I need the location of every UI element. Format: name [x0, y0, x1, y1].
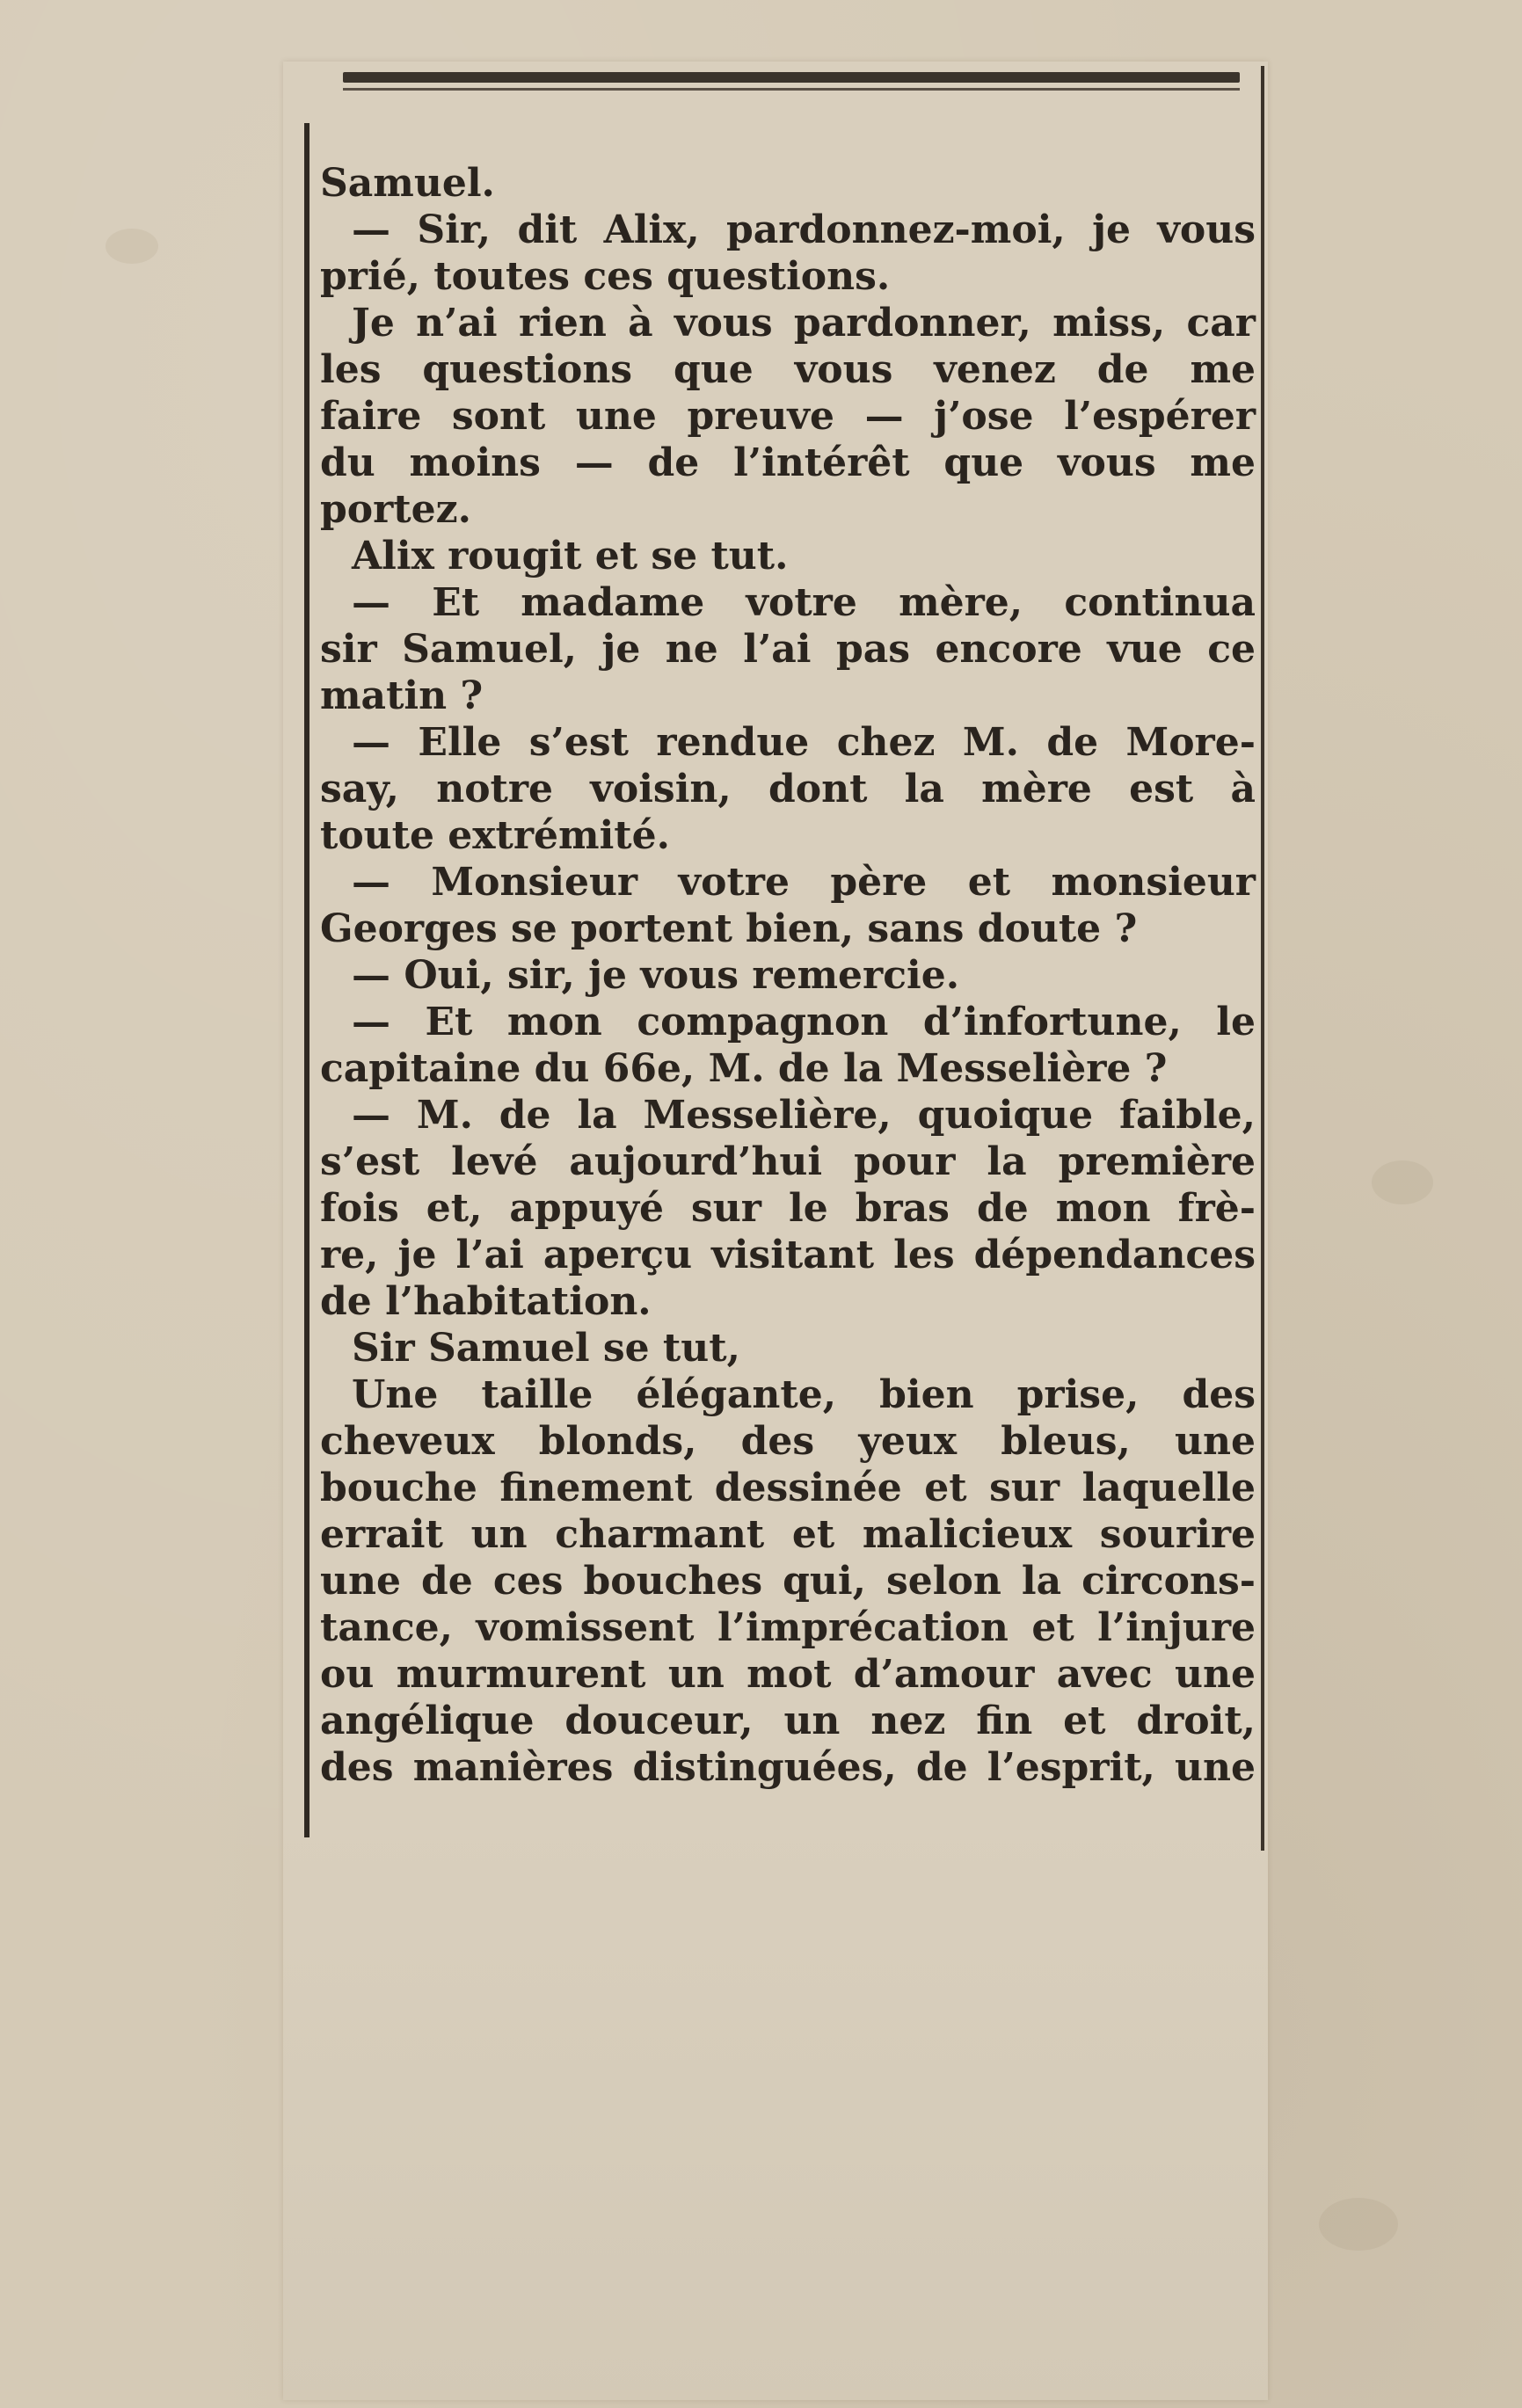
text-line: — M. de la Messelière, quoique faible,	[352, 1093, 1256, 1138]
text-line: toute extrémité.	[320, 813, 670, 858]
text-line: — Et madame votre mère, continua	[352, 580, 1256, 625]
column-right-rule	[1261, 66, 1264, 1851]
text-line: faire sont une preuve — j’ose l’espérer	[320, 394, 1256, 439]
text-line: ou murmurent un mot d’amour avec une	[320, 1652, 1256, 1697]
text-line: une de ces bouches qui, selon la circons-	[320, 1559, 1256, 1604]
text-line: de l’habitation.	[320, 1279, 652, 1324]
text-line: du moins — de l’intérêt que vous me	[320, 440, 1256, 485]
text-line: Samuel.	[320, 161, 495, 206]
text-line: say, notre voisin, dont la mère est à	[320, 767, 1256, 811]
text-line: Alix rougit et se tut.	[352, 534, 789, 578]
paper-stain	[1372, 1160, 1433, 1204]
column-left-rule	[304, 123, 309, 1837]
paper-stain	[1319, 2198, 1398, 2251]
text-line: angélique douceur, un nez fin et droit,	[320, 1699, 1256, 1743]
text-line: Georges se portent bien, sans doute ?	[320, 906, 1138, 951]
text-line: errait un charmant et malicieux sourire	[320, 1512, 1256, 1557]
text-line: Une taille élégante, bien prise, des	[352, 1372, 1256, 1417]
text-line: — Et mon compagnon d’infortune, le	[352, 1000, 1256, 1044]
newspaper-clipping	[283, 62, 1268, 2400]
text-line: bouche finement dessinée et sur laquelle	[320, 1466, 1256, 1510]
text-line: fois et, appuyé sur le bras de mon frè-	[320, 1186, 1256, 1231]
text-line: capitaine du 66e, M. de la Messelière ?	[320, 1046, 1168, 1091]
text-line: portez.	[320, 487, 471, 532]
text-line: — Oui, sir, je vous remercie.	[352, 953, 960, 998]
text-line: prié, toutes ces questions.	[320, 254, 891, 299]
text-line: re, je l’ai aperçu visitant les dépendances	[320, 1233, 1256, 1277]
text-line: — Elle s’est rendue chez M. de More-	[352, 720, 1256, 765]
paper-stain	[106, 229, 158, 264]
text-line: s’est levé aujourd’hui pour la première	[320, 1139, 1256, 1184]
text-line: Je n’ai rien à vous pardonner, miss, car	[352, 301, 1256, 346]
text-line: tance, vomissent l’imprécation et l’injure	[320, 1605, 1256, 1650]
top-rule	[343, 72, 1240, 83]
top-rule-thin	[343, 88, 1240, 91]
text-line: des manières distinguées, de l’esprit, une	[320, 1745, 1256, 1790]
text-line: — Monsieur votre père et monsieur	[352, 860, 1256, 905]
text-line: matin ?	[320, 673, 484, 718]
text-line: sir Samuel, je ne l’ai pas encore vue ce	[320, 627, 1256, 672]
text-line: — Sir, dit Alix, pardonnez-moi, je vous	[352, 207, 1256, 252]
article-text	[320, 160, 1256, 1791]
text-line: Sir Samuel se tut,	[352, 1326, 740, 1371]
text-line: les questions que vous venez de me	[320, 347, 1256, 392]
text-line: cheveux blonds, des yeux bleus, une	[320, 1419, 1256, 1464]
